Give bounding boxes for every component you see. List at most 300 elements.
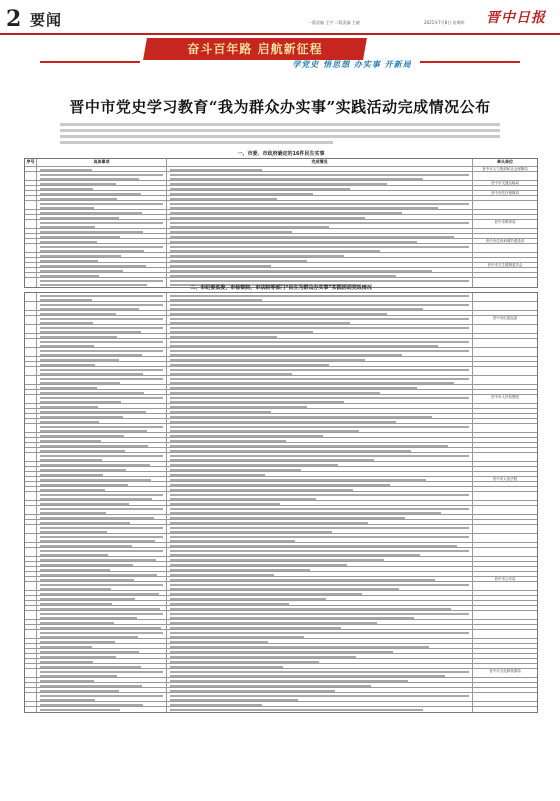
text-line	[40, 178, 139, 180]
row-status-cell	[167, 253, 473, 257]
row-item-cell	[37, 707, 167, 712]
text-line	[170, 569, 310, 571]
text-line	[40, 632, 163, 634]
row-unit-cell	[473, 348, 537, 356]
text-line	[170, 236, 454, 238]
text-line	[40, 327, 163, 329]
text-line	[40, 517, 154, 519]
text-line	[40, 666, 141, 668]
lead-unit: 晋中市人民法院	[492, 477, 518, 481]
table2	[24, 292, 538, 713]
row-index-cell	[25, 630, 37, 638]
row-unit-cell	[473, 244, 537, 252]
text-line	[40, 709, 120, 711]
text-line	[170, 554, 420, 556]
row-status-cell	[167, 649, 473, 653]
text-line	[40, 217, 119, 219]
row-index-cell	[25, 293, 37, 301]
row-unit-cell	[473, 414, 537, 418]
row-status-cell	[167, 702, 473, 706]
table-row	[25, 453, 537, 462]
text-line	[40, 280, 163, 282]
row-index-cell	[25, 659, 37, 663]
row-item-cell	[37, 644, 167, 648]
table-row	[25, 325, 537, 334]
row-unit-cell	[473, 362, 537, 366]
row-index-cell	[25, 395, 37, 403]
row-status-cell	[167, 693, 473, 701]
campaign-banner	[40, 37, 520, 101]
row-status-cell	[167, 409, 473, 413]
text-line	[170, 479, 426, 481]
row-status-cell	[167, 620, 473, 624]
row-unit-cell	[473, 506, 537, 514]
row-item-cell	[37, 582, 167, 590]
row-item-cell	[37, 462, 167, 466]
row-index-cell	[25, 515, 37, 519]
row-item-cell	[37, 520, 167, 524]
row-unit-cell	[473, 630, 537, 638]
row-index-cell	[25, 186, 37, 190]
text-line	[40, 364, 95, 366]
row-index-cell	[25, 501, 37, 505]
row-item-cell	[37, 482, 167, 486]
text-line	[40, 369, 163, 371]
row-item-cell	[37, 702, 167, 706]
row-status-cell	[167, 515, 473, 519]
row-unit-cell	[473, 186, 537, 190]
row-unit-cell	[473, 562, 537, 566]
text-line	[170, 651, 393, 653]
header-index: 序号	[25, 159, 37, 166]
text-line	[40, 231, 143, 233]
text-line	[40, 636, 138, 638]
text-line	[170, 411, 271, 413]
row-item-cell	[37, 419, 167, 423]
row-status-cell	[167, 181, 473, 185]
text-line	[170, 579, 435, 581]
row-unit-cell	[473, 572, 537, 576]
row-unit-cell	[473, 293, 537, 301]
table-row	[25, 506, 537, 515]
row-status-cell	[167, 210, 473, 214]
row-status-cell	[167, 534, 473, 542]
text-line	[40, 531, 107, 533]
text-line	[170, 617, 414, 619]
header-status: 完成情况	[167, 159, 473, 166]
row-item-cell	[37, 395, 167, 403]
text-line	[170, 246, 469, 248]
text-line	[40, 411, 146, 413]
row-unit-cell	[473, 639, 537, 643]
text-line	[40, 378, 163, 380]
row-item-cell	[37, 302, 167, 310]
banner-slogan-box	[143, 38, 367, 60]
text-line	[170, 695, 469, 697]
text-line	[40, 559, 156, 561]
row-status-cell	[167, 348, 473, 356]
row-item-cell	[37, 487, 167, 491]
text-line	[170, 469, 301, 471]
row-unit-cell	[473, 404, 537, 408]
row-unit-cell	[473, 520, 537, 524]
row-item-cell	[37, 620, 167, 624]
row-item-cell	[37, 477, 167, 481]
text-line	[40, 445, 148, 447]
row-index-cell	[25, 181, 37, 185]
text-line	[40, 401, 121, 403]
text-line	[40, 198, 117, 200]
row-index-cell	[25, 548, 37, 556]
row-item-cell	[37, 639, 167, 643]
row-unit-cell	[473, 678, 537, 682]
text-line	[40, 382, 120, 384]
row-index-cell	[25, 678, 37, 682]
row-index-cell	[25, 167, 37, 171]
row-item-cell	[37, 472, 167, 476]
row-unit-cell	[473, 462, 537, 466]
row-status-cell	[167, 659, 473, 663]
row-status-cell	[167, 234, 473, 238]
row-index-cell	[25, 210, 37, 214]
row-unit-cell	[473, 620, 537, 624]
row-unit-cell	[473, 644, 537, 648]
text-line	[40, 564, 133, 566]
text-line	[170, 588, 399, 590]
row-index-cell	[25, 482, 37, 486]
text-line	[40, 598, 135, 600]
text-line	[170, 275, 396, 277]
row-index-cell	[25, 562, 37, 566]
row-index-cell	[25, 525, 37, 533]
text-line	[170, 440, 286, 442]
row-item-cell	[37, 414, 167, 418]
row-status-cell	[167, 311, 473, 315]
row-item-cell	[37, 438, 167, 442]
text-line	[40, 416, 123, 418]
row-item-cell	[37, 506, 167, 514]
row-item-cell	[37, 525, 167, 533]
row-item-cell	[37, 253, 167, 257]
row-item-cell	[37, 362, 167, 366]
text-line	[170, 545, 457, 547]
text-line	[170, 622, 377, 624]
row-unit-cell	[473, 467, 537, 471]
text-line	[40, 387, 97, 389]
row-unit-cell	[473, 591, 537, 595]
table-row	[25, 302, 537, 311]
text-line	[170, 489, 353, 491]
text-line	[40, 494, 163, 496]
text-line	[40, 392, 144, 394]
row-unit-cell	[473, 596, 537, 600]
text-line	[40, 183, 116, 185]
row-index-cell	[25, 557, 37, 561]
text-line	[170, 690, 335, 692]
row-unit-cell	[473, 424, 537, 432]
text-line	[170, 512, 441, 514]
row-status-cell	[167, 404, 473, 408]
table-row	[25, 424, 537, 433]
lead-unit: 晋中市人力资源和社会保障局	[482, 167, 528, 171]
row-unit-cell	[473, 302, 537, 310]
row-status-cell	[167, 367, 473, 375]
text-line	[40, 695, 163, 697]
row-unit-cell	[473, 707, 537, 712]
row-index-cell	[25, 311, 37, 315]
row-status-cell	[167, 419, 473, 423]
row-index-cell	[25, 664, 37, 668]
row-item-cell	[37, 409, 167, 413]
row-status-cell	[167, 438, 473, 442]
row-item-cell	[37, 567, 167, 571]
text-line	[170, 350, 469, 352]
row-unit-cell	[473, 409, 537, 413]
row-unit-cell	[473, 582, 537, 590]
text-line	[40, 193, 141, 195]
lead-unit: 晋中市纪委监委	[492, 316, 518, 320]
row-item-cell	[37, 325, 167, 333]
table-row	[25, 707, 537, 712]
row-item-cell	[37, 196, 167, 200]
text-line	[40, 593, 159, 595]
text-line	[40, 265, 146, 267]
text-line	[40, 222, 163, 224]
row-unit-cell	[473, 229, 537, 233]
row-unit-cell	[473, 515, 537, 519]
text-line	[170, 494, 469, 496]
row-index-cell	[25, 702, 37, 706]
text-line	[170, 435, 323, 437]
text-line	[40, 212, 142, 214]
text-line	[170, 450, 411, 452]
row-index-cell	[25, 649, 37, 653]
text-line	[40, 345, 94, 347]
text-line	[40, 479, 151, 481]
text-line	[40, 203, 163, 205]
row-status-cell	[167, 258, 473, 262]
row-index-cell	[25, 234, 37, 238]
text-line	[170, 270, 432, 272]
row-item-cell	[37, 596, 167, 600]
row-unit-cell	[473, 196, 537, 200]
text-line	[170, 406, 307, 408]
text-line	[170, 574, 274, 576]
text-line	[170, 382, 454, 384]
table-row	[25, 611, 537, 620]
table-row	[25, 201, 537, 210]
row-status-cell	[167, 191, 473, 195]
row-status-cell	[167, 273, 473, 277]
row-status-cell	[167, 220, 473, 228]
row-item-cell	[37, 348, 167, 356]
row-index-cell	[25, 572, 37, 576]
row-index-cell	[25, 258, 37, 262]
text-line	[170, 313, 387, 315]
page-header	[0, 0, 560, 36]
row-status-cell	[167, 167, 473, 171]
text-line	[170, 341, 469, 343]
text-line	[170, 222, 469, 224]
row-index-cell	[25, 404, 37, 408]
row-unit-cell	[473, 557, 537, 561]
row-index-cell	[25, 577, 37, 581]
row-unit-cell	[473, 611, 537, 619]
row-index-cell	[25, 424, 37, 432]
row-item-cell	[37, 664, 167, 668]
text-line	[40, 540, 155, 542]
row-status-cell	[167, 582, 473, 590]
row-unit-cell	[473, 534, 537, 542]
text-line	[40, 489, 105, 491]
row-index-cell	[25, 362, 37, 366]
table-row	[25, 525, 537, 534]
row-unit-cell	[473, 419, 537, 423]
row-unit-cell	[473, 548, 537, 556]
row-status-cell	[167, 448, 473, 452]
section-name: 要闻	[30, 11, 63, 29]
text-line	[170, 459, 374, 461]
text-line	[170, 685, 371, 687]
table-row	[25, 376, 537, 385]
row-unit-cell	[473, 367, 537, 375]
issue-date: 2021年7月8日 星期四	[424, 20, 465, 25]
row-item-cell	[37, 181, 167, 185]
row-index-cell	[25, 253, 37, 257]
row-item-cell	[37, 654, 167, 658]
row-index-cell	[25, 453, 37, 461]
row-index-cell	[25, 688, 37, 692]
row-status-cell	[167, 472, 473, 476]
text-line	[170, 397, 469, 399]
row-index-cell	[25, 172, 37, 180]
text-line	[40, 406, 98, 408]
table-row	[25, 534, 537, 543]
text-line	[40, 699, 95, 701]
lead-unit: 晋中市卫生健康委员会	[487, 263, 523, 267]
text-line	[40, 579, 134, 581]
text-line	[40, 512, 106, 514]
row-status-cell	[167, 548, 473, 556]
text-line	[170, 327, 469, 329]
row-status-cell	[167, 462, 473, 466]
row-unit-cell	[473, 649, 537, 653]
text-line	[170, 387, 417, 389]
row-status-cell	[167, 357, 473, 361]
row-unit-cell	[473, 482, 537, 486]
row-unit-cell	[473, 525, 537, 533]
newspaper-logo: 晋中日报	[486, 10, 546, 26]
row-item-cell	[37, 688, 167, 692]
row-index-cell	[25, 506, 37, 514]
text-line	[170, 188, 350, 190]
text-line	[170, 392, 380, 394]
row-status-cell	[167, 562, 473, 566]
text-line	[170, 421, 396, 423]
row-index-cell	[25, 390, 37, 394]
row-status-cell	[167, 339, 473, 347]
banner-subslogan: 学党史 悟思想 办实事 开新局	[292, 60, 412, 69]
header-item: 具体事项	[37, 159, 167, 166]
text-line	[40, 622, 114, 624]
text-line	[170, 401, 344, 403]
text-line	[40, 331, 141, 333]
text-line	[40, 313, 116, 315]
row-unit-cell	[473, 438, 537, 442]
text-line	[170, 265, 271, 267]
text-line	[170, 304, 469, 306]
text-line	[170, 608, 451, 610]
row-status-cell	[167, 601, 473, 605]
row-status-cell	[167, 293, 473, 301]
row-status-cell	[167, 654, 473, 658]
row-index-cell	[25, 707, 37, 712]
text-line	[170, 203, 469, 205]
row-status-cell	[167, 424, 473, 432]
text-line	[170, 183, 387, 185]
header-rule	[0, 33, 560, 35]
row-status-cell	[167, 678, 473, 682]
lead-unit: 晋中市住房和城乡建设局	[485, 239, 525, 243]
row-status-cell	[167, 525, 473, 533]
row-unit-cell	[473, 453, 537, 461]
text-line	[170, 426, 469, 428]
row-status-cell	[167, 664, 473, 668]
text-line	[40, 207, 94, 209]
text-line	[40, 318, 163, 320]
row-status-cell	[167, 385, 473, 389]
text-line	[40, 527, 163, 529]
row-status-cell	[167, 453, 473, 461]
text-line	[170, 318, 469, 320]
row-status-cell	[167, 520, 473, 524]
text-line	[170, 593, 362, 595]
row-status-cell	[167, 215, 473, 219]
text-line	[170, 627, 341, 629]
row-item-cell	[37, 562, 167, 566]
text-line	[170, 508, 469, 510]
row-item-cell	[37, 649, 167, 653]
text-line	[40, 397, 163, 399]
row-item-cell	[37, 443, 167, 447]
lead-unit: 晋中市文化和旅游局	[489, 669, 521, 673]
text-line	[170, 613, 469, 615]
row-item-cell	[37, 630, 167, 638]
text-line	[170, 455, 469, 457]
row-unit-cell	[473, 688, 537, 692]
text-line	[170, 632, 469, 634]
row-item-cell	[37, 534, 167, 542]
row-status-cell	[167, 316, 473, 324]
text-line	[170, 531, 332, 533]
row-status-cell	[167, 506, 473, 514]
row-item-cell	[37, 186, 167, 190]
table-row	[25, 348, 537, 357]
text-line	[170, 299, 262, 301]
text-line	[40, 569, 110, 571]
row-index-cell	[25, 472, 37, 476]
row-index-cell	[25, 229, 37, 233]
text-line	[170, 226, 329, 228]
text-line	[40, 169, 92, 171]
text-line	[40, 656, 116, 658]
text-line	[40, 246, 163, 248]
row-index-cell	[25, 376, 37, 384]
text-line	[40, 484, 128, 486]
row-item-cell	[37, 273, 167, 277]
row-unit-cell	[473, 215, 537, 219]
text-line	[170, 169, 262, 171]
